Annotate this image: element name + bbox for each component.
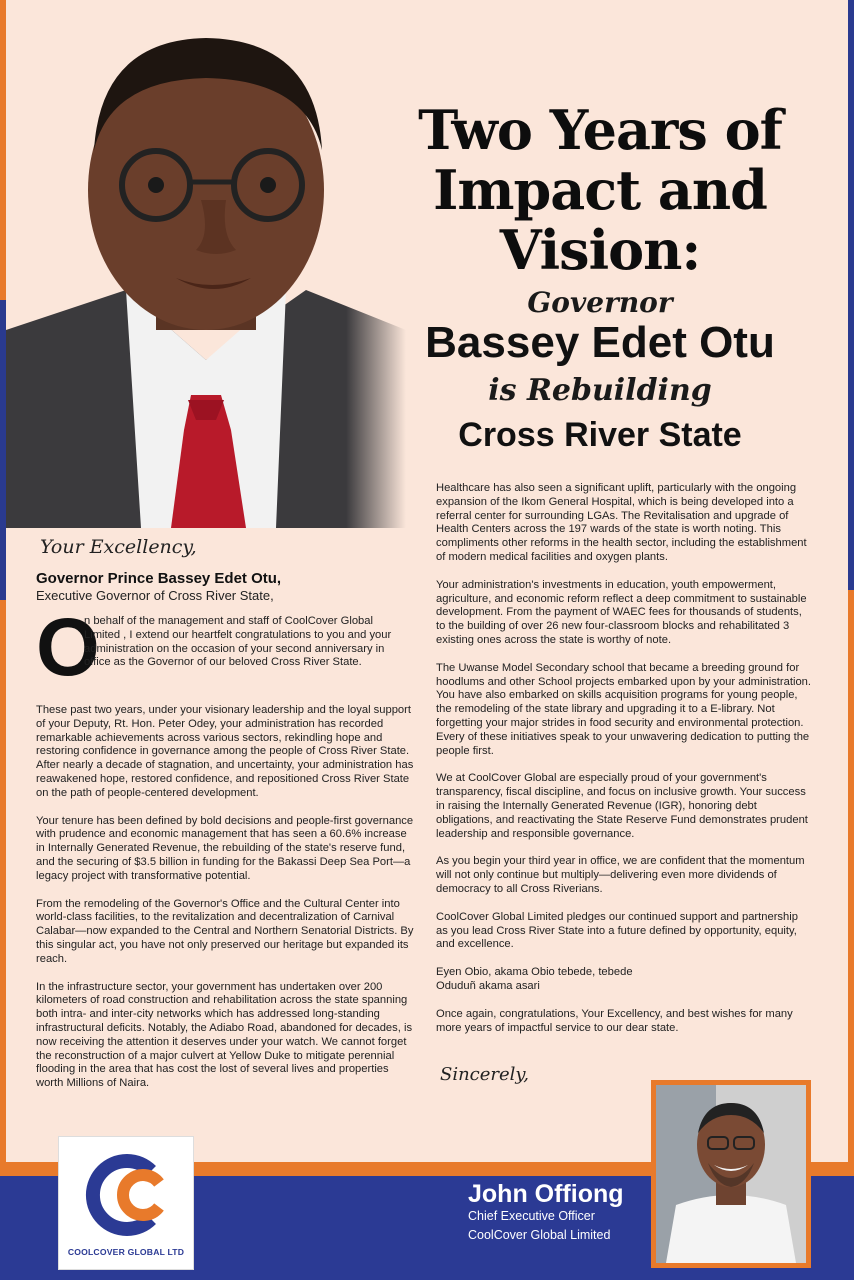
left-column [36,704,414,1105]
company-logo [58,1136,194,1270]
paragraph: These past two years, under your visionary leadership and the loyal support of your Deputy, Rt. Hon. Peter Odey, your administration has recorded remarkable achievements across various sectors, rekindling hope and restoring confidence in governance among the people of Cross River State. After nearly a decade of stagnation, and uncertainty, your administration has reawakened hope, restored confidence, and repositioned Cross River State on the path of people-centered development. [36,704,414,799]
paragraph: Once again, congratulations, Your Excellency, and best wishes for many more years of impactful service to our dear state. [436,1007,793,1034]
paragraph: Healthcare has also seen a significant uplift, particularly with the ongoing expansion of the Ikom General Hospital, which is being developed into a referral center for surrounding LGAs. The Revitalisation and upgrade of Health Centers across the 197 wards of the state is worth noting. This compliments other reforms in the health sector, including the establishment of modern medical facilities and oxygen plants. [436,482,807,563]
intro-text: n behalf of the management and staff of CoolCover Global Limited , I extend our heartfelt congratulations to you and your administration on the occasion of your second anniversary in office as the Governor of our beloved Cross River State. [84,615,392,669]
headline-name: Bassey Edet Otu [425,318,775,367]
paragraph: From the remodeling of the Governor's Office and the Cultural Center into world-class facilities, to the revitalization and decentralization of Carnival Calabar—now expanded to the Central and Northern Senatorial Districts. By this singular act, you have not only preserved our heritage but expanded its reach. [36,897,414,965]
right-blue-stripe [848,0,854,590]
headline-state: Cross River State [458,416,742,454]
paragraph: CoolCover Global Limited pledges our continued support and partnership as you lead Cross River State into a future defined by opportunity, equity, and excellence. [436,910,798,951]
paragraph: As you begin your third year in office, we are confident that the momentum will not only continue but multiply—delivering even more dividends of democracy to all Cross Riverians. [436,855,805,895]
paragraph: We at CoolCover Global are especially proud of your government's transparency, fiscal discipline, and focus on inclusive growth. Your success in raising the Internally Generated Revenue (IGR), honoring debt obligations, and reactivating the State Reserve Fund demonstrates prudent leadership and responsible governance. [436,772,808,840]
paragraph: The Uwanse Model Secondary school that became a breeding ground for hoodlums and other School projects embarked upon by your administration. You have also embarked on skills acquisition programs for young people, the remodeling of the state library and upgrading it to a E-library. Not forgetting your major strides in food security and environmental protection. Every of these initiatives speak to your unwavering dedication to putting the people first. [436,661,811,757]
signatory-role: Chief Executive Officer [468,1209,595,1223]
paragraph: Eyen Obio, akama Obio tebede, tebede Oduduñ akama asari [436,966,633,992]
headline [360,100,840,455]
right-column [436,482,812,1049]
paragraph: Your administration's investments in education, youth empowerment, agriculture, and economic reform reflect a deep commitment to sustainable development. From the payment of WAEC fees for thousands of students, to the building of over 26 new four-classroom blocks and rehabilitated 3 existing ones across the state is worthy of note. [436,578,807,646]
recipient-title: Executive Governor of Cross River State, [36,588,274,603]
coolcover-logo-icon [81,1151,173,1239]
drop-cap: O [36,602,100,693]
paragraph: In the infrastructure sector, your government has undertaken over 200 kilometers of road construction and rehabilitation across the state spanning both intra- and inter-city networks which has addressed long-standing infrastructural deficits. Notably, the Adiabo Road, abandoned for decades, is now receiving the attention it deserves under your watch. We cannot forget the reconstruction of a major culvert at Yellow Duke to mitigate perennial flooding in the area that has cost the lost of several lives and properties worth Millions of Naira. [36,980,413,1090]
signatory-name: John Offiong [468,1180,624,1208]
headline-rebuilding: is Rebuilding [488,373,712,408]
intro-paragraph [36,602,414,693]
headline-governor: Governor [527,286,673,319]
salutation: Your Excellency, [40,536,197,558]
logo-text: COOLCOVER GLOBAL LTD [67,1247,185,1257]
recipient-name: Governor Prince Bassey Edet Otu, [36,570,282,587]
signatory-company: CoolCover Global Limited [468,1228,611,1242]
paragraph: Your tenure has been defined by bold decisions and people-first governance with prudence and economic management that has seen a 60.6% increase in Internally Generated Revenue, the rebuilding of the state's reserve fund, and the securing of $3.5 billion in funding for the Bakassi Deep Sea Port—a legacy project with transformative potential. [36,814,414,882]
closing: Sincerely, [440,1064,529,1085]
ceo-portrait [651,1080,811,1268]
headline-title: Two Years of Impact and Vision: [418,98,782,282]
governor-portrait [6,0,406,528]
